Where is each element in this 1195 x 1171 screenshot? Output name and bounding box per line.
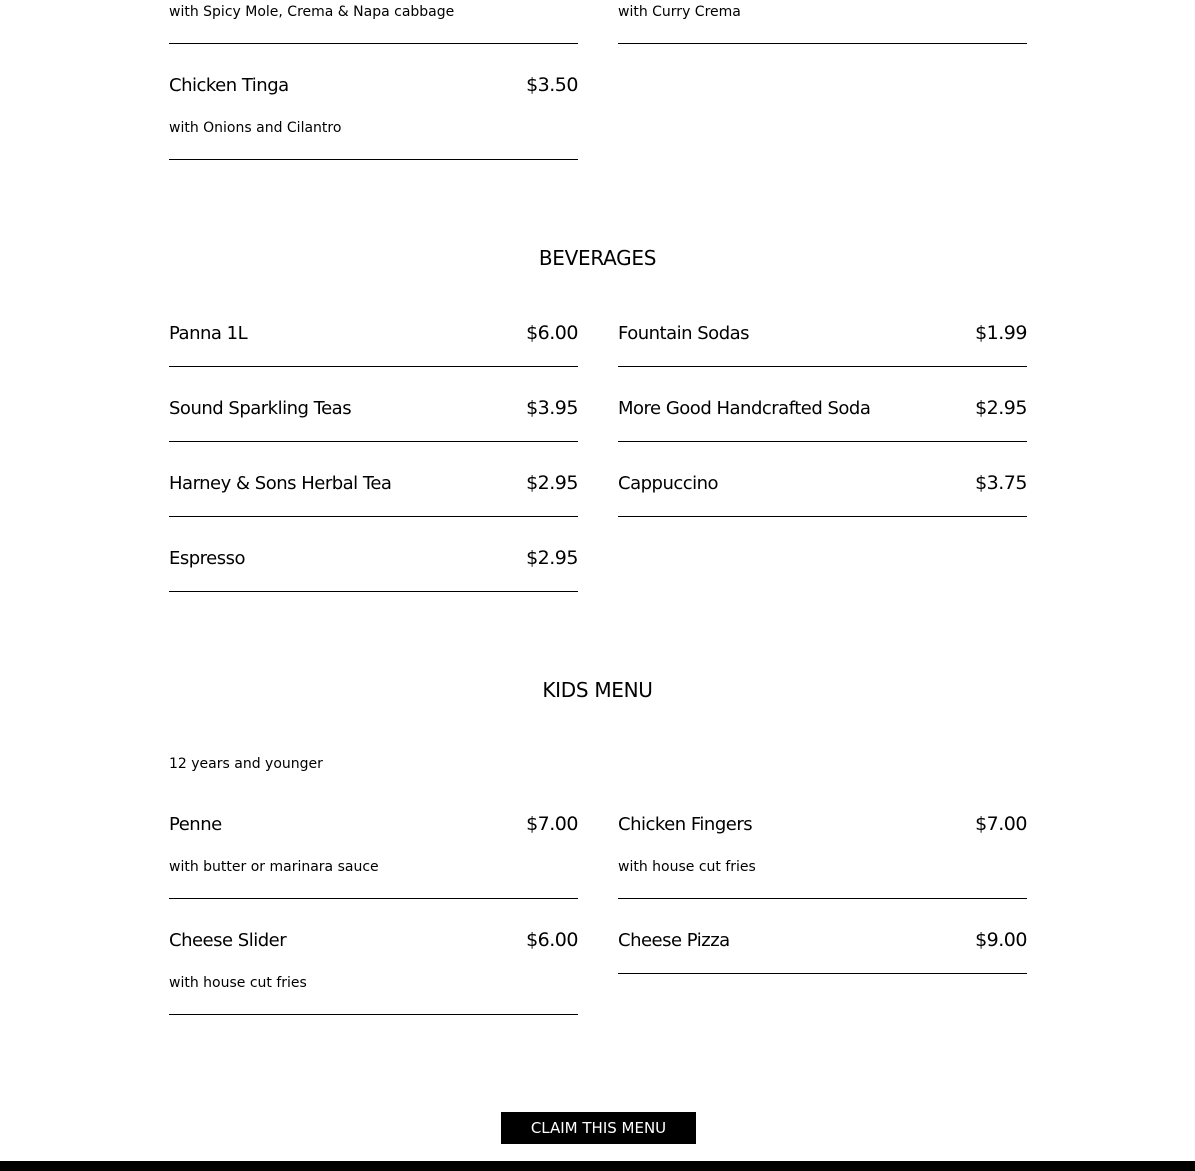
section-title-beverages: BEVERAGES — [538, 246, 657, 270]
divider — [618, 43, 1027, 44]
item-description: with butter or marinara sauce — [169, 859, 379, 875]
section-title-kids-menu: KIDS MENU — [542, 678, 653, 702]
item-description: with house cut fries — [169, 975, 307, 991]
item-price: $3.50 — [526, 74, 578, 96]
item-price: $2.95 — [975, 397, 1027, 419]
item-name: Chicken Fingers — [618, 814, 753, 835]
menu-item — [169, 322, 578, 367]
menu-item — [169, 547, 578, 592]
item-name: Cheese Pizza — [618, 930, 730, 951]
item-price: $3.95 — [526, 397, 578, 419]
menu-item — [169, 472, 578, 517]
item-price: $7.00 — [975, 813, 1027, 835]
item-price: $3.75 — [975, 472, 1027, 494]
item-price: $9.00 — [975, 929, 1027, 951]
item-name: Panna 1L — [169, 323, 248, 344]
item-description: with Curry Crema — [618, 4, 741, 20]
menu-item — [169, 397, 578, 442]
menu-item — [618, 929, 1027, 974]
section-note: 12 years and younger — [169, 756, 323, 772]
item-name: Cappuccino — [618, 473, 719, 494]
item-name: More Good Handcrafted Soda — [618, 398, 871, 419]
item-description: with Onions and Cilantro — [169, 120, 342, 136]
item-name: Chicken Tinga — [169, 75, 289, 96]
item-name: Fountain Sodas — [618, 323, 750, 344]
item-price: $6.00 — [526, 322, 578, 344]
item-price: $6.00 — [526, 929, 578, 951]
menu-item — [618, 813, 1027, 899]
item-price: $2.95 — [526, 472, 578, 494]
menu-item — [618, 397, 1027, 442]
menu-item — [618, 322, 1027, 367]
item-price: $2.95 — [526, 547, 578, 569]
item-price: $7.00 — [526, 813, 578, 835]
item-name: Harney & Sons Herbal Tea — [169, 473, 392, 494]
menu-item — [618, 472, 1027, 517]
item-name: Sound Sparkling Teas — [169, 398, 352, 419]
item-price: $1.99 — [975, 322, 1027, 344]
claim-menu-button[interactable]: CLAIM THIS MENU — [501, 1112, 696, 1144]
menu-item — [169, 929, 578, 1015]
item-name: Cheese Slider — [169, 930, 287, 951]
item-description: with house cut fries — [618, 859, 756, 875]
top-right-column — [618, 0, 1027, 44]
item-name: Espresso — [169, 548, 246, 569]
item-name: Penne — [169, 814, 222, 835]
top-left-column — [169, 0, 578, 160]
footer-bar — [0, 1161, 1195, 1171]
item-description: with Spicy Mole, Crema & Napa cabbage — [169, 4, 455, 20]
divider — [169, 43, 578, 44]
menu-item — [169, 813, 578, 899]
menu-item-chicken-tinga — [169, 74, 578, 160]
